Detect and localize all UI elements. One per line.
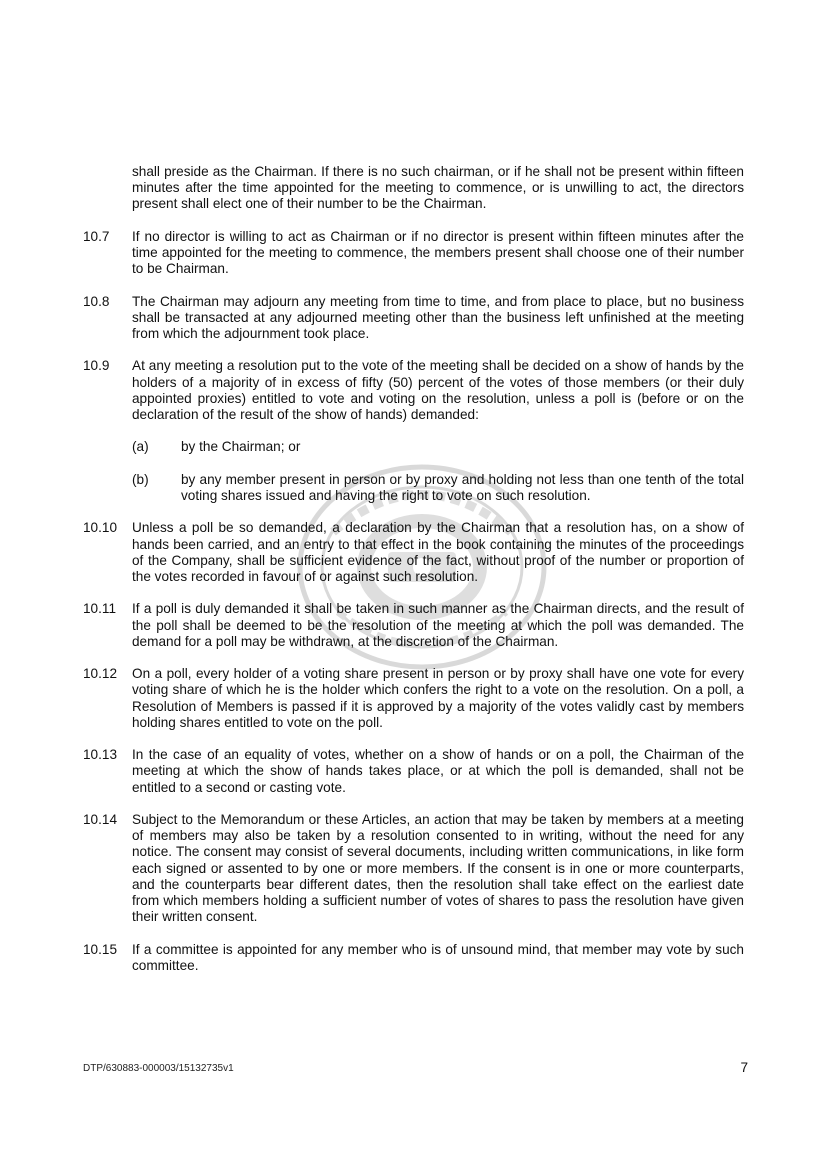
subclause-number: (a) <box>132 439 149 455</box>
clause-text: If a poll is duly demanded it shall be taken in such manner as the Chairman directs, and the result of the poll shall be deemed to be the resolution of the meeting at which the poll was demanded. The demand for a poll may be withdrawn, at the discretion of the Chairman. <box>132 601 744 649</box>
clause-number: 10.12 <box>83 666 118 682</box>
page-number: 7 <box>740 1060 748 1075</box>
clause-text: At any meeting a resolution put to the vote of the meeting shall be decided on a show of hands by the holders of a majority of in excess of fifty (50) percent of the votes of those members (or their duly appointed proxies) entitled to vote and voting on the resolution, unless a poll is (before or on the declaration of the result of the show of hands) demanded: <box>132 358 744 422</box>
clause-10-7 <box>83 228 744 278</box>
clause-number: 10.10 <box>83 520 118 536</box>
document-reference: DTP/630883-000003/15132735v1 <box>83 1063 234 1074</box>
clause-text: Unless a poll be so demanded, a declaration by the Chairman that a resolution has, on a show of hands been carried, and an entry to that effect in the book containing the minutes of the proceedings of the Company, shall be sufficient evidence of the fact, without proof of the number or proportion of the votes recorded in favour of or against such resolution. <box>132 520 744 584</box>
clause-text: In the case of an equality of votes, whether on a show of hands or on a poll, the Chairman of the meeting at which the show of hands takes place, or at which the poll is demanded, shall not be entitled to a second or casting vote. <box>132 747 744 795</box>
clause-text: The Chairman may adjourn any meeting from time to time, and from place to place, but no business shall be transacted at any adjourned meeting other than the business left unfinished at the meeting from which the adjournment took place. <box>132 293 744 341</box>
document-body <box>0 164 826 990</box>
clause-10-9 <box>83 358 744 423</box>
clause-number: 10.9 <box>83 358 110 374</box>
subclause-number: (b) <box>132 471 149 487</box>
clause-text: shall preside as the Chairman. If there is no such chairman, or if he shall not be present within fifteen minutes after the time appointed for the meeting to commence, or is unwilling to act, the directors present shall elect one of their number to be the Chairman. <box>132 164 744 212</box>
clause-10-10 <box>83 520 744 585</box>
clause-10-13 <box>83 747 744 796</box>
subclause-text: by the Chairman; or <box>181 439 301 455</box>
clause-10-8 <box>83 293 744 343</box>
clause-number: 10.15 <box>83 941 118 957</box>
subclause-text: by any member present in person or by proxy and holding not less than one tenth of the total voting shares issued and having the right to vote on such resolution. <box>181 471 744 503</box>
clause-10-11 <box>83 601 744 650</box>
clause-number: 10.14 <box>83 811 118 827</box>
subclause-b <box>132 471 744 504</box>
clause-continuation <box>132 164 744 213</box>
clause-10-15 <box>83 941 744 974</box>
clause-10-14 <box>83 811 744 925</box>
clause-text: On a poll, every holder of a voting share present in person or by proxy shall have one vote for every voting share of which he is the holder which confers the right to a vote on the resolution. On a poll, a Resolution of Members is passed if it is approved by a majority of the votes validly cast by members holding shares entitled to vote on the poll. <box>132 666 744 730</box>
clause-number: 10.13 <box>83 747 118 763</box>
clause-text: Subject to the Memorandum or these Articles, an action that may be taken by members at a meeting of members may also be taken by a resolution consented to in writing, without the need for any notice. The consent may consist of several documents, including written communications, in like form each signed or assented to by one or more members. If the consent is in one or more counterparts, and the counterparts bear different dates, then the resolution shall take effect on the earliest date from which members holding a sufficient number of votes of shares to pass the resolution have given their written consent. <box>132 811 744 925</box>
clause-text: If no director is willing to act as Chairman or if no director is present within fifteen minutes after the time appointed for the meeting to commence, the members present shall choose one of their number to be Chairman. <box>132 228 744 277</box>
clause-number: 10.8 <box>83 293 110 309</box>
clause-text: If a committee is appointed for any member who is of unsound mind, that member may vote by such committee. <box>132 941 744 973</box>
clause-10-12 <box>83 666 744 731</box>
subclause-a <box>132 439 744 455</box>
clause-number: 10.7 <box>83 228 110 244</box>
clause-number: 10.11 <box>83 601 117 617</box>
